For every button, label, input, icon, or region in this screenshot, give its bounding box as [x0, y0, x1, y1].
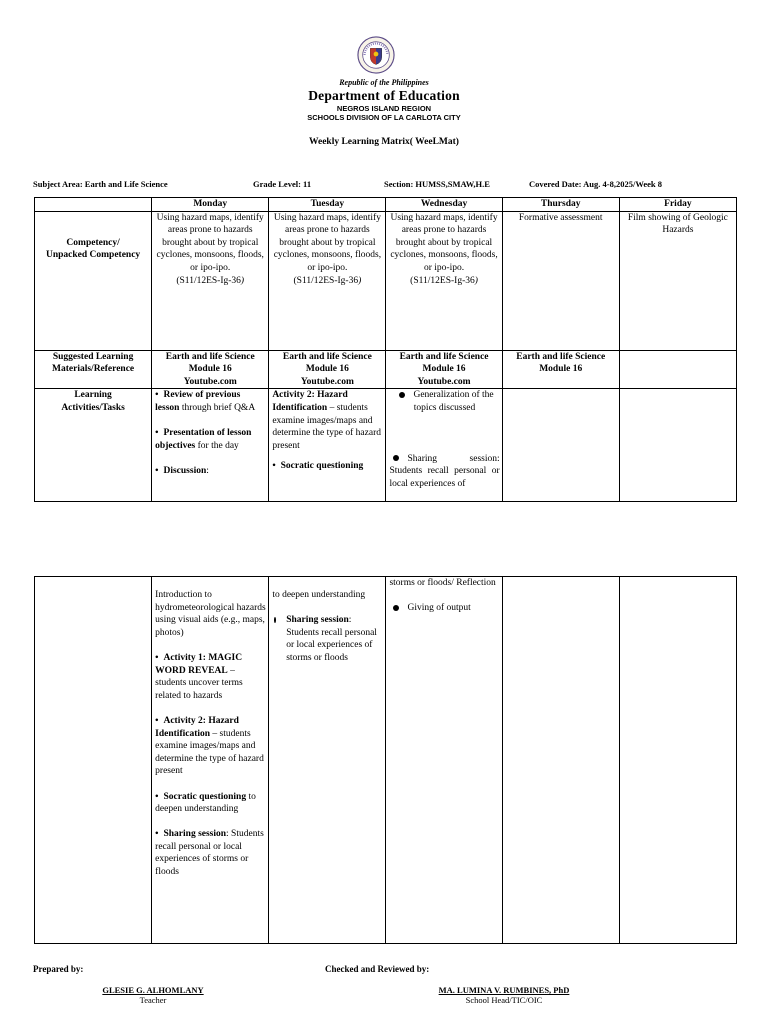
prepared-by-label: Prepared by:	[33, 964, 84, 974]
document-title: Weekly Learning Matrix( WeeLMat)	[309, 137, 459, 147]
school-head-role: School Head/TIC/OIC	[465, 995, 543, 1005]
competency-thursday: Formative assessment	[502, 211, 619, 350]
continuation-wednesday: storms or floods/ Reflection Giving of output	[386, 577, 502, 944]
day-tuesday: Tuesday	[269, 198, 386, 212]
deped-seal-logo	[357, 36, 395, 74]
grade-level: Grade Level: 11	[253, 179, 312, 189]
covered-date: Covered Date: Aug. 4-8,2025/Week 8	[529, 179, 662, 189]
activities-thursday	[502, 389, 619, 502]
checked-by-label: Checked and Reviewed by:	[325, 964, 430, 974]
competency-friday: Film showing of Geologic Hazards	[619, 211, 736, 350]
competency-wednesday: Using hazard maps, identify areas prone to hazards brought about by tropical cyclones, monsoons, floods, or ipo-ipo. (S11/12ES-Ig-36)	[386, 211, 502, 350]
learning-matrix-continuation-table	[34, 576, 737, 944]
materials-tuesday: Earth and life Science Module 16 Youtube.com	[269, 350, 386, 389]
continuation-tuesday: to deepen understanding Sharing session: Students recall personal or local experiences of storms or floods	[269, 577, 386, 944]
materials-label: Suggested Learning Materials/Reference	[35, 350, 152, 389]
competency-row	[35, 211, 737, 350]
materials-friday	[619, 350, 736, 389]
activities-row	[35, 389, 737, 502]
section: Section: HUMSS,SMAW,H.E	[384, 179, 490, 189]
competency-monday: Using hazard maps, identify areas prone to hazards brought about by tropical cyclones, monsoons, floods, or ipo-ipo. (S11/12ES-Ig-36)	[152, 211, 269, 350]
teacher-role: Teacher	[139, 995, 167, 1005]
activities-monday: • Review of previous lesson through brief Q&A • Presentation of lesson objectives for the day • Discussion:	[152, 389, 269, 502]
competency-tuesday: Using hazard maps, identify areas prone to hazards brought about by tropical cyclones, monsoons, floods, or ipo-ipo. (S11/12ES-Ig-36)	[269, 211, 386, 350]
teacher-signature-block	[70, 985, 236, 1005]
activities-continuation-row	[35, 577, 737, 944]
day-monday: Monday	[152, 198, 269, 212]
continuation-thursday	[502, 577, 619, 944]
materials-monday: Earth and life Science Module 16 Youtube.com	[152, 350, 269, 389]
day-friday: Friday	[619, 198, 736, 212]
region-name: NEGROS ISLAND REGION	[336, 104, 432, 113]
day-thursday: Thursday	[502, 198, 619, 212]
materials-row	[35, 350, 737, 389]
teacher-name: GLESIE G. ALHOMLANY	[102, 985, 204, 995]
continuation-label-cell	[35, 577, 152, 944]
activities-label: Learning Activities/Tasks	[35, 389, 152, 502]
materials-wednesday: Earth and life Science Module 16 Youtube.com	[386, 350, 502, 389]
activities-tuesday: Activity 2: Hazard Identification – students examine images/maps and determine the type of hazard present • Socratic questioning	[269, 389, 386, 502]
continuation-friday	[619, 577, 736, 944]
materials-thursday: Earth and life Science Module 16	[502, 350, 619, 389]
subject-area: Subject Area: Earth and Life Science	[33, 179, 168, 189]
day-wednesday: Wednesday	[386, 198, 502, 212]
activities-friday	[619, 389, 736, 502]
division-name: SCHOOLS DIVISION OF LA CARLOTA CITY	[307, 113, 461, 122]
learning-matrix-table	[34, 197, 737, 502]
activities-wednesday: Generalization of the topics discussed Sharing session: Students recall personal or local experiences of	[386, 389, 502, 502]
continuation-monday: Introduction to hydrometeorological hazards using visual aids (e.g., maps, photos) • Activity 1: MAGIC WORD REVEAL – students uncover terms related to hazards • Activity 2: Hazard Identification – students examine images/maps and determine the type of hazard present • Socratic questioning to deepen understanding • Sharing session: Students recall personal or local experiences of storms or floods	[152, 577, 269, 944]
corner-cell	[35, 198, 152, 212]
department-name: Department of Education	[308, 88, 460, 103]
day-header-row	[35, 198, 737, 212]
republic-line: Republic of the Philippines	[339, 78, 429, 87]
competency-label: Competency/ Unpacked Competency	[35, 211, 152, 350]
school-head-name: MA. LUMINA V. RUMBINES, PhD	[438, 985, 570, 995]
school-head-signature-block	[414, 985, 594, 1005]
